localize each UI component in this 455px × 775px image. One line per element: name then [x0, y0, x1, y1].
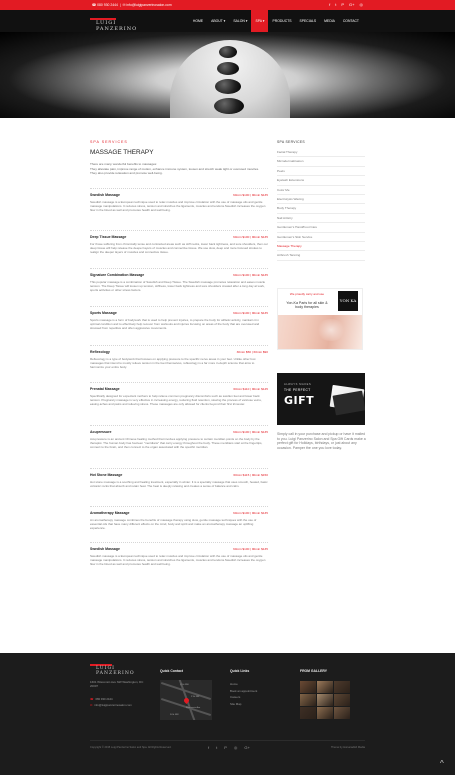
footer-divider: [90, 740, 365, 741]
service-item: [90, 268, 268, 292]
pinterest-icon[interactable]: P: [341, 2, 345, 7]
footer-email[interactable]: [90, 703, 150, 709]
map-label: N St NW: [170, 714, 179, 716]
gallery-thumbnail[interactable]: [317, 681, 333, 693]
service-description: An aromatherapy massage combines the benefits of massage therapy using slow, gentle massage techniques with the use of essential oils that have many different effects on the mind, body and spirit and make an aromatherapy massage an uplifting experience.: [90, 517, 257, 530]
topbar-social: [329, 2, 363, 7]
service-description: For those suffering from chronically tense and contracted areas such as stiff necks, lower back tightness, and sore shoulders, then our deep tissue will help release the deeper layers of muscles and connective tissue. We use slow, deep and more focused strokes to realign the deeper layers of muscles and connective tissue.: [90, 241, 268, 254]
gift-card-image: [332, 391, 365, 416]
sidebar-item-facial-therapy[interactable]: Facial Therapy: [277, 148, 365, 157]
intro-line: They also provide relaxation and promote well-being.: [90, 171, 163, 176]
divider: [90, 230, 268, 231]
gift-ad-line: THE PERFECT: [284, 388, 311, 392]
divider: [90, 345, 268, 346]
divider: [90, 468, 268, 469]
twitter-icon[interactable]: t: [216, 745, 218, 750]
service-description: Swedish massage is a European technique used to relax muscles and improve circulation with the use of massage oils and gentle massage manipulations. It reduces stress, tension and stretches the ligaments, muscles and tendons.Swedish increases the oxygen flow in the blood as well and promotes health and well being.: [90, 553, 266, 566]
service-item: [90, 345, 268, 369]
sidebar-item-gentlemens-hand-foot-care[interactable]: Gentlemen's Hand/Foot Care: [277, 223, 365, 232]
hot-stone: [217, 62, 239, 75]
sidebar-item-airbrush-tanning[interactable]: Airbrush Tanning: [277, 251, 365, 260]
service-description: Hot stone massage is a soothing and healing treatment, especially in winter. It is a specialty massage that uses smooth, heated, basic volcanic rocks that absorb and retain heat. The heat is deeply relaxing and creates a sense of balance and calm.: [90, 479, 268, 488]
quick-link-book-appointment[interactable]: Book an appointment: [230, 688, 258, 693]
service-description: Swedish massage is a European technique used to relax muscles and improve circulation with the use of massage oils and gentle massage manipulations. It reduces stress, tension and stretches the ligaments, muscles and tendons.Swedish increases the oxygen flow in the blood as well and promotes health and well being.: [90, 199, 266, 212]
service-description: Acupressure is an ancient Chinese healing method that involves applying pressure to certain meridian points on the body by the therapist. The human body has fourteen "meridians" that carry energy throughout the body. These meridians start at the fingertips, connect to the brain, and then connect to the organ associated with the specific meridian.: [90, 436, 263, 449]
google-plus-icon[interactable]: G+: [349, 2, 355, 7]
section-label: SPA SERVICES: [90, 140, 128, 144]
service-price: 60min $100 | 90min $135: [233, 429, 268, 434]
service-description: This popular massage is a combination of Swedish and Deep Tissue. The Swedish massage promotes relaxation and eases muscle tension. The Deep Tissue will loosen up tension, stiffness, lower back tightness and sore shoulders created after a long day at work, sports activities or other stress factors.: [90, 279, 266, 292]
service-name: Swedish Massage: [90, 546, 120, 551]
logo-text: LUIGI PANZERINO: [96, 20, 138, 32]
gallery-thumbnail[interactable]: [300, 681, 316, 693]
hot-stone: [215, 79, 241, 94]
service-item: [90, 425, 268, 449]
top-bar: [0, 0, 455, 10]
gift-card-caption: Simply call in your purchase and pickup or have it mailed to you. Luigi Panzerino Salon and Spa Gift Cards make a perfect gift for Holidays, birthdays, or just about any occasion. Pamper the one you love today.: [277, 432, 366, 450]
divider: [90, 382, 268, 383]
yonka-logo: YON KA: [338, 291, 358, 311]
nav-about[interactable]: ABOUT ▾: [211, 19, 226, 23]
service-price: 60min $100 | 90min $135: [233, 510, 268, 515]
intro-text: [90, 162, 268, 176]
nav-home[interactable]: HOME: [192, 19, 204, 23]
nav-specials[interactable]: SPECIALS: [299, 19, 317, 23]
service-name: Hot Stone Massage: [90, 472, 123, 477]
quick-links: [230, 681, 257, 707]
site-logo[interactable]: [90, 18, 150, 32]
nav-products[interactable]: PRODUCTS: [272, 19, 292, 23]
divider: [90, 306, 268, 307]
service-name: Prenatal Massage: [90, 386, 120, 391]
twitter-icon[interactable]: t: [335, 2, 337, 7]
gallery-thumbnail[interactable]: [334, 694, 350, 706]
footer-contacts: [90, 697, 150, 708]
nav-spa[interactable]: SPA ▾: [251, 10, 268, 32]
page-title: MASSAGE THERAPY: [90, 149, 154, 156]
quick-contact-title: Quick Contact: [160, 669, 183, 673]
quick-links-title: Quick Links: [230, 669, 250, 673]
footer-phone-text: 080 930 2444: [95, 697, 113, 701]
service-name: Deep Tissue Massage: [90, 234, 127, 239]
sidebar-item-peels[interactable]: Peels: [277, 167, 365, 176]
sidebar-item-gentlemens-skin-service[interactable]: Gentlemen's Skin Service: [277, 233, 365, 242]
instagram-icon[interactable]: ◎: [359, 2, 363, 7]
gallery-thumbnail[interactable]: [300, 694, 316, 706]
divider: [90, 268, 268, 269]
service-name: Swedish Massage: [90, 192, 120, 197]
hot-stone: [219, 46, 237, 58]
service-name: Aromatherapy Massage: [90, 510, 130, 515]
sidebar-item-eyelash-extensions[interactable]: Eyelash Extensions: [277, 176, 365, 185]
ad-line: We proudly carry and use: [289, 292, 325, 296]
service-item: [90, 506, 268, 530]
quick-link-home[interactable]: Home: [230, 682, 238, 686]
footer-logo[interactable]: [90, 664, 140, 676]
service-name: Signature Combination Massage: [90, 272, 145, 277]
service-description: Specifically designed for expectant mothers to help relieve common pregnancy discomforts such as swollen feet and lower back tension. Pregnancy massage is very effective in increasing energy, reducing fluid retention, slowing the process of varicose veins, easing aches and pains and relieving stress. These massages are only allowed for clients beyond their first trimester.: [90, 393, 262, 406]
gallery-thumbnail[interactable]: [334, 707, 350, 719]
map-label: P St NW: [191, 696, 200, 698]
main-nav: [189, 10, 363, 32]
facebook-icon[interactable]: f: [329, 2, 331, 7]
service-price: 30min $50 | 60min $90: [236, 349, 268, 354]
mail-icon: ✉: [90, 702, 93, 707]
gallery-thumbnail[interactable]: [317, 707, 333, 719]
sidebar-item-nail-artistry[interactable]: Nail Artistry: [277, 214, 365, 223]
service-item: [90, 382, 268, 406]
service-item: [90, 542, 268, 566]
hot-stone: [214, 98, 244, 114]
service-description: Sports massage is a form of bodywork that is used to help prevent injuries, to prepare the body for athletic activity, maintain it in optimal condition and to effectively help recover from workouts and injuries focusing on areas of the body that are overused and stressed from repetitive and often aggressive movements.: [90, 317, 260, 330]
main-content: [90, 140, 268, 566]
footer-gallery: [300, 681, 350, 719]
gallery-title: FROM GALLERY: [300, 669, 327, 673]
yonka-ad-banner[interactable]: [277, 288, 363, 350]
service-price: 60min $100 | 90min $135: [233, 234, 268, 239]
sidebar-title: SPA SERVICES: [277, 140, 305, 144]
site-footer: [0, 653, 455, 775]
footer-email-text: info@luigipanzerinosalon.com: [94, 702, 132, 707]
service-name: Acupressure: [90, 429, 112, 434]
topbar-contact: ☎ 080 930 2444 | ✉ info@luigipanzerinosalon.com: [92, 3, 172, 7]
divider: [90, 425, 268, 426]
location-map[interactable]: [160, 680, 212, 720]
site-header: [0, 10, 455, 32]
map-label: Wisconsin Ave: [186, 707, 201, 709]
topbar-email[interactable]: ✉ info@luigipanzerinosalon.com: [122, 3, 172, 7]
gift-card-ad-banner[interactable]: [277, 373, 365, 425]
topbar-phone[interactable]: ☎ 080 930 2444: [92, 3, 118, 7]
service-price: 60min $100 | 90min $135: [233, 546, 268, 551]
sidebar-menu: [277, 148, 365, 261]
divider: [90, 542, 268, 543]
service-name: Reflexology: [90, 349, 110, 354]
sidebar-item-color-me[interactable]: Color Me: [277, 186, 365, 195]
service-price: 60min $115 | 90min $150: [233, 472, 268, 477]
divider: [90, 506, 268, 507]
footer-logo-text: LUIGI PANZERINO: [96, 666, 135, 676]
service-price: 60min $100 | 90min $135: [233, 272, 268, 277]
footer-address: 1601 Wisconsin Ave NW Washington, DC 20007: [90, 680, 144, 689]
gift-ad-heading: GIFT: [284, 394, 315, 407]
map-label: Q St NW: [180, 684, 189, 686]
sidebar-item-massage-therapy[interactable]: Massage Therapy: [277, 242, 365, 251]
service-item: [90, 468, 268, 488]
instagram-icon[interactable]: ◎: [233, 745, 238, 750]
intro-line: They alleviate pain, improve range of motion, enhance immune system, loosen and stretch weak tight or overused muscles.: [90, 166, 260, 171]
nav-salon[interactable]: SALON ▾: [233, 19, 248, 23]
sidebar-item-microdermabrasion[interactable]: Microdermabrasion: [277, 157, 365, 166]
service-description: Reflexology is a type of bodywork that focuses on applying pressure to the specific nerve areas in your feet. Unlike other foot massages that intend to mostly relieve tension in the feet themselves, reflexology is a far more in-depth science that aims to harmonize your entire body.: [90, 356, 256, 369]
gallery-thumbnail[interactable]: [317, 694, 333, 706]
sidebar: [277, 140, 365, 261]
service-name: Sports Massage: [90, 310, 117, 315]
quick-link-site-map[interactable]: Site Map: [230, 701, 242, 706]
footer-social: [208, 745, 250, 750]
nav-media[interactable]: MEDIA: [324, 19, 335, 23]
gallery-thumbnail[interactable]: [334, 681, 350, 693]
copyright-text: Copyright © 2015 Luigi Panzerino Salon and Spa. All Rights Reserved.: [90, 746, 172, 749]
service-item: [90, 230, 268, 254]
service-price: 60min $100 | 90min $135: [233, 310, 268, 315]
service-price: 60min $110 | 90min $145: [233, 386, 268, 391]
divider: [90, 188, 268, 189]
sidebar-item-body-therapy[interactable]: Body Therapy: [277, 204, 365, 213]
quick-link-careers[interactable]: Careers: [230, 695, 241, 699]
gift-ad-line: ALWAYS MAKES: [284, 383, 312, 386]
intro-line: There are many wonderful benefits to massages:: [90, 162, 158, 166]
ad-face-highlight: [316, 319, 346, 341]
nav-contact[interactable]: CONTACT: [342, 19, 359, 23]
phone-icon: ☎: [90, 697, 94, 701]
sidebar-item-electrolysis-waxing[interactable]: Electrolysis Waxing: [277, 195, 365, 204]
service-item: [90, 188, 268, 212]
hero-banner-image: [0, 32, 455, 118]
service-item: [90, 306, 268, 330]
theme-credit[interactable]: Theme by Horseradish Media: [330, 746, 365, 749]
pinterest-icon[interactable]: P: [224, 745, 227, 750]
back-to-top-icon[interactable]: ^: [440, 759, 444, 768]
gallery-thumbnail[interactable]: [300, 707, 316, 719]
google-plus-icon[interactable]: G+: [244, 745, 250, 750]
ad-line: Yon-Ka Paris for all skin & body therapies: [286, 301, 328, 309]
facebook-icon[interactable]: f: [208, 745, 210, 750]
service-price: 60min $100 | 90min $135: [233, 192, 268, 197]
